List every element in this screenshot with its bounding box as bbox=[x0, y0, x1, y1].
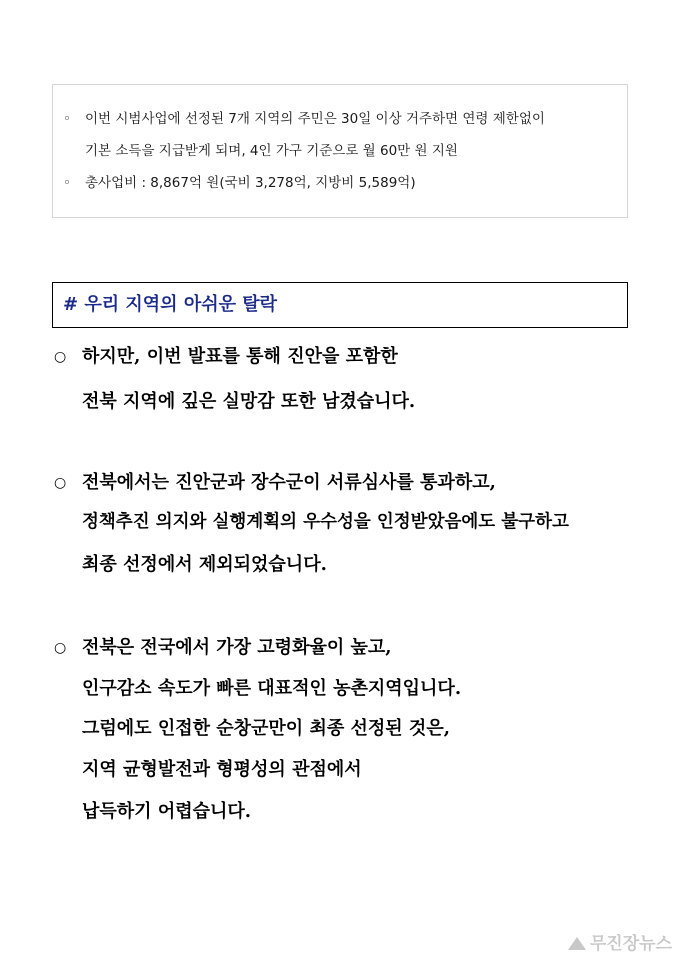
watermark bbox=[568, 929, 672, 954]
paragraph-line: 최종 선정에서 제외되었습니다. bbox=[82, 554, 327, 575]
info-bullet: ◦ bbox=[63, 175, 71, 191]
paragraph-line: 그럼에도 인접한 순창군만이 최종 선정된 것은, bbox=[82, 718, 450, 739]
paragraph-bullet: ○ bbox=[54, 349, 67, 365]
paragraph-line: 전북 지역에 깊은 실망감 또한 남겼습니다. bbox=[82, 391, 416, 412]
paragraph-line: 정책추진 의지와 실행계획의 우수성을 인정받았음에도 불구하고 bbox=[82, 512, 569, 532]
info-bullet: ◦ bbox=[63, 111, 71, 127]
paragraph-line: 납득하기 어렵습니다. bbox=[82, 801, 252, 822]
info-line bbox=[63, 109, 545, 129]
paragraph-bullet: ○ bbox=[54, 475, 67, 491]
paragraph-line: 지역 균형발전과 형평성의 관점에서 bbox=[82, 759, 362, 780]
paragraph-line: 하지만, 이번 발표를 통해 진안을 포함한 bbox=[82, 346, 398, 367]
section-heading: # 우리 지역의 아쉬운 탈락 bbox=[52, 282, 628, 328]
info-text: 총사업비 : 8,867억 원(국비 3,278억, 지방비 5,589억) bbox=[85, 175, 416, 191]
watermark-text: 무진장뉴스 bbox=[589, 934, 672, 954]
info-line bbox=[63, 173, 416, 193]
mountain-icon bbox=[568, 937, 586, 950]
paragraph-bullet: ○ bbox=[54, 640, 67, 656]
info-text: 이번 시범사업에 선정된 7개 지역의 주민은 30일 이상 거주하면 연령 제한없이 bbox=[85, 111, 545, 127]
paragraph-line: 인구감소 속도가 빠른 대표적인 농촌지역입니다. bbox=[82, 678, 462, 699]
paragraph-line: 전북은 전국에서 가장 고령화율이 높고, bbox=[82, 637, 392, 658]
paragraph-line: 전북에서는 진안군과 장수군이 서류심사를 통과하고, bbox=[82, 472, 496, 493]
info-box bbox=[52, 84, 628, 218]
info-text: 기본 소득을 지급받게 되며, 4인 가구 기준으로 월 60만 원 지원 bbox=[85, 143, 458, 159]
